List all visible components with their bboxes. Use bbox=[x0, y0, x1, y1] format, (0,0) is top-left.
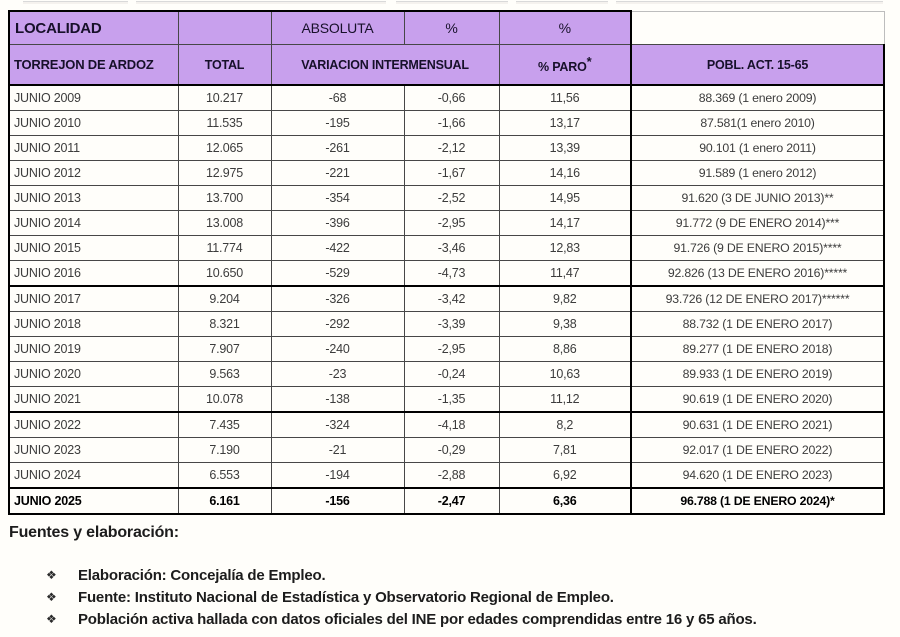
poblacion-activa-cell: 94.620 (1 DE ENERO 2023) bbox=[631, 463, 884, 489]
paro-percent-cell: 12,83 bbox=[499, 236, 631, 261]
remnant-segment bbox=[396, 1, 508, 4]
total-cell: 13.700 bbox=[178, 186, 271, 211]
table-row bbox=[9, 85, 884, 111]
variation-percent-cell: -2,12 bbox=[404, 136, 499, 161]
total-cell: 9.563 bbox=[178, 362, 271, 387]
variation-absolute-cell: -23 bbox=[271, 362, 404, 387]
paro-percent-cell: 11,56 bbox=[499, 85, 631, 111]
paro-percent-cell: 9,38 bbox=[499, 312, 631, 337]
header-variacion-intermensual: VARIACION INTERMENSUAL bbox=[271, 45, 499, 86]
period-cell: JUNIO 2012 bbox=[9, 161, 178, 186]
variation-absolute-cell: -396 bbox=[271, 211, 404, 236]
total-cell: 7.435 bbox=[178, 412, 271, 438]
total-cell: 13.008 bbox=[178, 211, 271, 236]
variation-absolute-cell: -422 bbox=[271, 236, 404, 261]
variation-percent-cell: -3,39 bbox=[404, 312, 499, 337]
period-cell: JUNIO 2013 bbox=[9, 186, 178, 211]
table-row bbox=[9, 412, 884, 438]
table-row bbox=[9, 211, 884, 236]
variation-percent-cell: -3,42 bbox=[404, 286, 499, 312]
table-row bbox=[9, 236, 884, 261]
header-blank-cell bbox=[178, 11, 271, 45]
variation-percent-cell: -0,24 bbox=[404, 362, 499, 387]
total-cell: 11.535 bbox=[178, 111, 271, 136]
variation-absolute-cell: -138 bbox=[271, 387, 404, 413]
variation-percent-cell: -2,52 bbox=[404, 186, 499, 211]
diamond-bullet-icon: ❖ bbox=[46, 612, 57, 626]
poblacion-activa-cell: 88.369 (1 enero 2009) bbox=[631, 85, 884, 111]
total-cell: 12.065 bbox=[178, 136, 271, 161]
period-cell: JUNIO 2015 bbox=[9, 236, 178, 261]
variation-absolute-cell: -261 bbox=[271, 136, 404, 161]
poblacion-activa-cell: 92.826 (13 DE ENERO 2016)***** bbox=[631, 261, 884, 287]
paro-percent-cell: 13,39 bbox=[499, 136, 631, 161]
paro-percent-cell: 6,92 bbox=[499, 463, 631, 489]
paro-percent-cell: 11,47 bbox=[499, 261, 631, 287]
poblacion-activa-cell: 89.277 (1 DE ENERO 2018) bbox=[631, 337, 884, 362]
total-cell: 9.204 bbox=[178, 286, 271, 312]
diamond-bullet-icon: ❖ bbox=[46, 568, 57, 582]
variation-absolute-cell: -195 bbox=[271, 111, 404, 136]
footer-item bbox=[8, 588, 883, 607]
footer-item-text: Población activa hallada con datos oficiales del INE por edades comprendidas entre 16 y 65 años. bbox=[78, 611, 757, 628]
period-cell: JUNIO 2014 bbox=[9, 211, 178, 236]
cropped-row-remnant bbox=[8, 1, 883, 4]
variation-absolute-cell: -354 bbox=[271, 186, 404, 211]
poblacion-activa-cell: 91.772 (9 DE ENERO 2014)*** bbox=[631, 211, 884, 236]
paro-percent-cell: 14,95 bbox=[499, 186, 631, 211]
variation-percent-cell: -1,67 bbox=[404, 161, 499, 186]
remnant-segment bbox=[23, 1, 128, 4]
poblacion-activa-cell: 90.619 (1 DE ENERO 2020) bbox=[631, 387, 884, 413]
header-row-2 bbox=[9, 45, 884, 86]
footer-item-text: Elaboración: Concejalía de Empleo. bbox=[78, 567, 326, 584]
poblacion-activa-cell: 91.726 (9 DE ENERO 2015)**** bbox=[631, 236, 884, 261]
total-cell: 11.774 bbox=[178, 236, 271, 261]
unemployment-table-sheet bbox=[8, 10, 885, 632]
total-cell: 10.217 bbox=[178, 85, 271, 111]
unemployment-table bbox=[8, 10, 885, 515]
footer-list bbox=[8, 566, 883, 629]
header-absoluta: ABSOLUTA bbox=[271, 11, 404, 45]
table-row bbox=[9, 111, 884, 136]
table-row bbox=[9, 337, 884, 362]
variation-percent-cell: -0,66 bbox=[404, 85, 499, 111]
table-row bbox=[9, 312, 884, 337]
header-percent-a: % bbox=[404, 11, 499, 45]
table-row bbox=[9, 438, 884, 463]
total-cell: 7.190 bbox=[178, 438, 271, 463]
total-cell: 8.321 bbox=[178, 312, 271, 337]
total-cell: 10.078 bbox=[178, 387, 271, 413]
period-cell: JUNIO 2023 bbox=[9, 438, 178, 463]
header-total: TOTAL bbox=[178, 45, 271, 86]
period-cell: JUNIO 2010 bbox=[9, 111, 178, 136]
period-cell: JUNIO 2019 bbox=[9, 337, 178, 362]
table-row bbox=[9, 136, 884, 161]
period-cell: JUNIO 2021 bbox=[9, 387, 178, 413]
poblacion-activa-cell: 91.589 (1 enero 2012) bbox=[631, 161, 884, 186]
paro-percent-cell: 8,86 bbox=[499, 337, 631, 362]
remnant-segment bbox=[516, 1, 608, 4]
variation-absolute-cell: -324 bbox=[271, 412, 404, 438]
header-empty-cell bbox=[631, 11, 884, 45]
header-percent-b: % bbox=[499, 11, 631, 45]
variation-absolute-cell: -221 bbox=[271, 161, 404, 186]
variation-percent-cell: -2,88 bbox=[404, 463, 499, 489]
period-cell: JUNIO 2018 bbox=[9, 312, 178, 337]
header-row-1 bbox=[9, 11, 884, 45]
total-cell: 6.161 bbox=[178, 488, 271, 514]
table-row bbox=[9, 186, 884, 211]
variation-percent-cell: -4,18 bbox=[404, 412, 499, 438]
table-row bbox=[9, 286, 884, 312]
remnant-segment bbox=[136, 1, 386, 4]
poblacion-activa-cell: 93.726 (12 DE ENERO 2017)****** bbox=[631, 286, 884, 312]
period-cell: JUNIO 2009 bbox=[9, 85, 178, 111]
table-row bbox=[9, 261, 884, 287]
total-cell: 7.907 bbox=[178, 337, 271, 362]
footer bbox=[8, 524, 883, 629]
variation-percent-cell: -4,73 bbox=[404, 261, 499, 287]
paro-percent-cell: 8,2 bbox=[499, 412, 631, 438]
poblacion-activa-cell: 90.101 (1 enero 2011) bbox=[631, 136, 884, 161]
total-cell: 10.650 bbox=[178, 261, 271, 287]
header-municipio: TORREJON DE ARDOZ bbox=[9, 45, 178, 86]
table-row bbox=[9, 161, 884, 186]
table-row bbox=[9, 387, 884, 413]
poblacion-activa-cell: 92.017 (1 DE ENERO 2022) bbox=[631, 438, 884, 463]
variation-absolute-cell: -68 bbox=[271, 85, 404, 111]
variation-absolute-cell: -529 bbox=[271, 261, 404, 287]
variation-absolute-cell: -194 bbox=[271, 463, 404, 489]
period-cell: JUNIO 2022 bbox=[9, 412, 178, 438]
period-cell: JUNIO 2024 bbox=[9, 463, 178, 489]
period-cell: JUNIO 2025 bbox=[9, 488, 178, 514]
variation-percent-cell: -2,95 bbox=[404, 337, 499, 362]
paro-asterisk: * bbox=[586, 54, 592, 70]
total-cell: 6.553 bbox=[178, 463, 271, 489]
footer-title: Fuentes y elaboración: bbox=[9, 524, 179, 541]
period-cell: JUNIO 2020 bbox=[9, 362, 178, 387]
footer-item bbox=[8, 566, 883, 585]
table-row bbox=[9, 463, 884, 489]
paro-percent-cell: 14,17 bbox=[499, 211, 631, 236]
variation-absolute-cell: -292 bbox=[271, 312, 404, 337]
variation-percent-cell: -1,66 bbox=[404, 111, 499, 136]
header-localidad: LOCALIDAD bbox=[9, 11, 178, 45]
remnant-segment bbox=[616, 1, 883, 4]
poblacion-activa-cell: 88.732 (1 DE ENERO 2017) bbox=[631, 312, 884, 337]
variation-percent-cell: -0,29 bbox=[404, 438, 499, 463]
header-paro-label: % PARO bbox=[538, 60, 587, 75]
paro-percent-cell: 6,36 bbox=[499, 488, 631, 514]
paro-percent-cell: 9,82 bbox=[499, 286, 631, 312]
table-row bbox=[9, 362, 884, 387]
diamond-bullet-icon: ❖ bbox=[46, 590, 57, 604]
paro-percent-cell: 11,12 bbox=[499, 387, 631, 413]
header-poblacion-activa: POBL. ACT. 15-65 bbox=[631, 45, 884, 86]
poblacion-activa-cell: 87.581(1 enero 2010) bbox=[631, 111, 884, 136]
variation-absolute-cell: -326 bbox=[271, 286, 404, 312]
poblacion-activa-cell: 89.933 (1 DE ENERO 2019) bbox=[631, 362, 884, 387]
poblacion-activa-cell: 91.620 (3 DE JUNIO 2013)** bbox=[631, 186, 884, 211]
paro-percent-cell: 7,81 bbox=[499, 438, 631, 463]
footer-item-text: Fuente: Instituto Nacional de Estadística y Observatorio Regional de Empleo. bbox=[78, 589, 614, 606]
paro-percent-cell: 13,17 bbox=[499, 111, 631, 136]
table-row bbox=[9, 488, 884, 514]
period-cell: JUNIO 2017 bbox=[9, 286, 178, 312]
variation-absolute-cell: -156 bbox=[271, 488, 404, 514]
variation-absolute-cell: -240 bbox=[271, 337, 404, 362]
poblacion-activa-cell: 96.788 (1 DE ENERO 2024)* bbox=[631, 488, 884, 514]
poblacion-activa-cell: 90.631 (1 DE ENERO 2021) bbox=[631, 412, 884, 438]
header-paro bbox=[499, 45, 631, 86]
footer-item bbox=[8, 610, 883, 629]
variation-percent-cell: -2,95 bbox=[404, 211, 499, 236]
variation-percent-cell: -1,35 bbox=[404, 387, 499, 413]
total-cell: 12.975 bbox=[178, 161, 271, 186]
period-cell: JUNIO 2016 bbox=[9, 261, 178, 287]
variation-absolute-cell: -21 bbox=[271, 438, 404, 463]
period-cell: JUNIO 2011 bbox=[9, 136, 178, 161]
variation-percent-cell: -2,47 bbox=[404, 488, 499, 514]
paro-percent-cell: 10,63 bbox=[499, 362, 631, 387]
paro-percent-cell: 14,16 bbox=[499, 161, 631, 186]
variation-percent-cell: -3,46 bbox=[404, 236, 499, 261]
table-body bbox=[9, 85, 884, 514]
